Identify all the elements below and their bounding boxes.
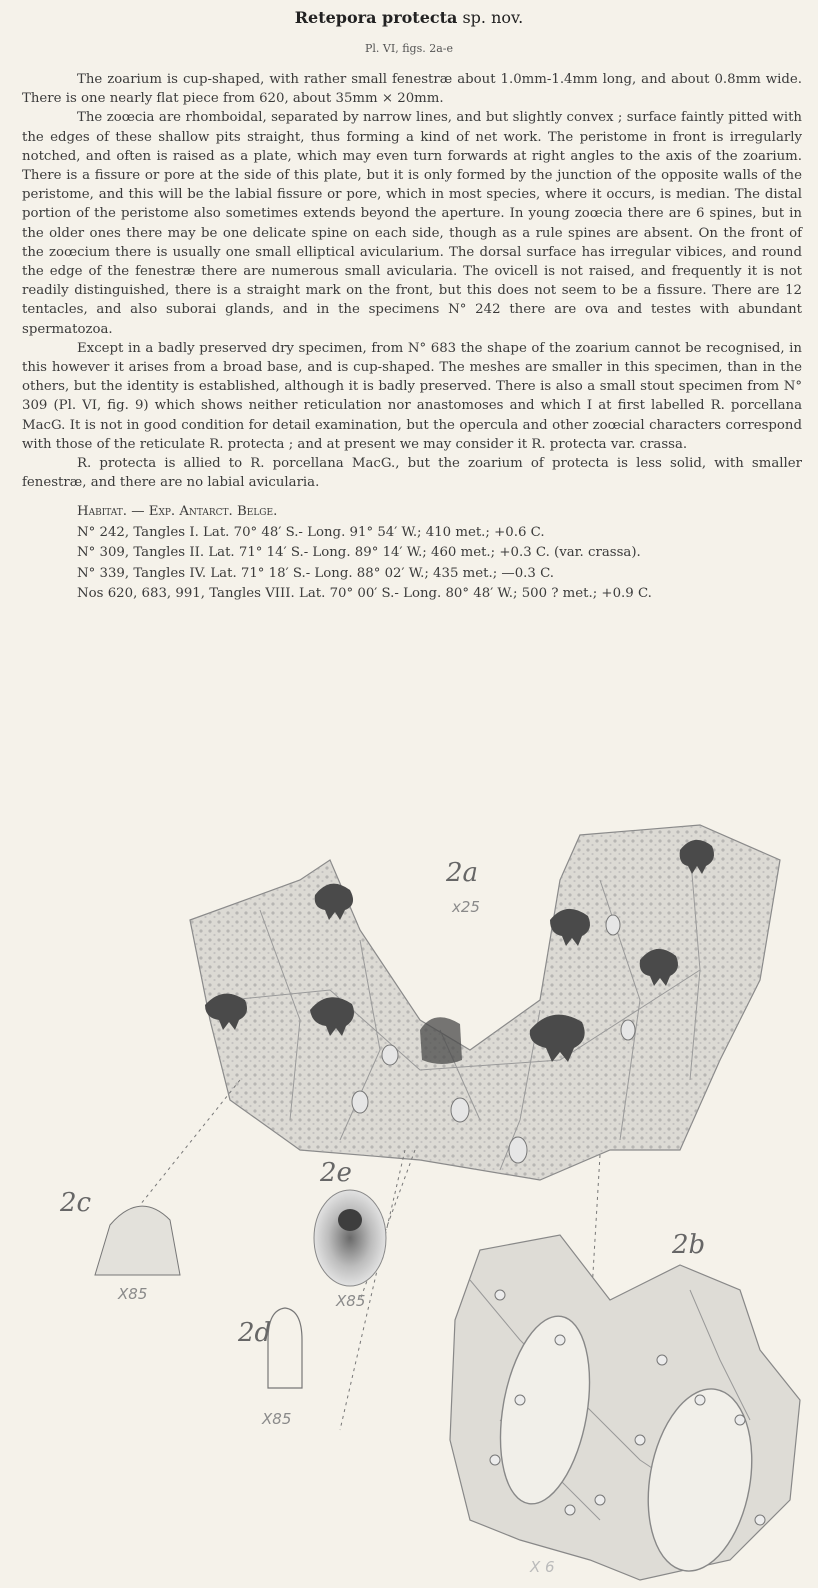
plate-reference: Pl. VI, figs. 2a-e bbox=[365, 42, 453, 55]
body-text bbox=[22, 70, 802, 605]
figure-2d-label: 2d bbox=[238, 1318, 272, 1348]
figure-2a-label: 2a bbox=[446, 858, 479, 888]
station-line: N° 242, Tangles I. Lat. 70° 48′ S.- Long. 91° 54′ W.; 410 met.; +0.6 C. bbox=[77, 524, 545, 540]
paragraph-zooecia: The zoœcia are rhomboidal, separated by narrow lines, and but slightly convex ; surface faintly pitted with the edges of these shallow pits straight, thus forming a kind of net work. The peristome in front is irregularly notched, and often is raised as a plate, which may even turn forwards at right angles to the axis of the zoarium. There is a fissure or pore at the side of this plate, but it is only formed by the junction of the opposite walls of the peristome, and this will be the labial fissure or pore, which in most species, where it occurs, is median. The distal portion of the peristome also sometimes extends beyond the aperture. In young zoœcia there are 6 spines, but in the older ones there may be one delicate spine on each side, though as a rule spines are absent. On the front of the zoœcium there is usually one small elliptical avicularium. The dorsal surface has irregular vibices, and round the edge of the fenestræ there are numerous small avicularia. The ovicell is not raised, and frequently it is not readily distinguished, there is a straight mark on the front, but this does not seem to be a fissure. There are 12 tentacles, and also suborai glands, and in the specimens N° 242 there are ova and testes with abundant spermatozoa. bbox=[22, 110, 802, 337]
paragraph-specimens: Except in a badly preserved dry specimen, from N° 683 the shape of the zoarium cannot be recognised, in this however it arises from a broad base, and is cup-shaped. The meshes are smaller in this specimen, than in the others, but the identity is established, although it is badly preserved. There is also a small stout specimen from N° 309 (Pl. VI, fig. 9) which shows neither reticulation nor anastomoses and which I at first labelled R. porcellana MacG. It is not in good condition for detail examination, but the opercula and other zoœcial characters correspond with those of the reticulate R. protecta ; and at present we may consider it R. protecta var. crassa. bbox=[22, 340, 802, 452]
species-suffix: sp. nov. bbox=[462, 8, 524, 27]
plate-drawing bbox=[0, 820, 818, 1584]
station-line: Nos 620, 683, 991, Tangles VIII. Lat. 70° 00′ S.- Long. 80° 48′ W.; 500 ? met.; +0.9 C. bbox=[77, 586, 652, 602]
species-name: Retepora protecta bbox=[294, 8, 458, 27]
figure-2e-drawing bbox=[314, 1190, 386, 1286]
figure-2c-drawing bbox=[95, 1206, 180, 1275]
figure-2b-magnification: X 6 bbox=[530, 1558, 555, 1576]
station-line: N° 309, Tangles II. Lat. 71° 14′ S.- Long. 89° 14′ W.; 460 met.; +0.3 C. (var. crassa). bbox=[77, 545, 641, 561]
figure-2e-label: 2e bbox=[320, 1158, 352, 1188]
paragraph-zoarium: The zoarium is cup-shaped, with rather small fenestræ about 1.0mm-1.4mm long, and about 0.8mm wide. There is one nearly flat piece from 620, about 35mm × 20mm. bbox=[22, 72, 802, 107]
paragraph-affinity: R. protecta is allied to R. porcellana MacG., but the zoarium of protecta is less solid, with smaller fenestræ, and there are no labial avicularia. bbox=[22, 456, 802, 491]
figure-2b-drawing bbox=[450, 1235, 800, 1580]
species-title bbox=[0, 8, 818, 27]
figure-2e-magnification: X85 bbox=[336, 1292, 366, 1310]
habitat-heading: Habitat. — Exp. Antarct. Belge. bbox=[77, 504, 278, 520]
figure-2a-drawing bbox=[190, 825, 780, 1180]
figure-2d-magnification: X85 bbox=[262, 1410, 292, 1428]
figure-2b-label: 2b bbox=[672, 1230, 706, 1260]
figure-2c-label: 2c bbox=[60, 1188, 92, 1218]
figure-plate bbox=[0, 820, 818, 1584]
figure-2a-magnification: x25 bbox=[452, 898, 480, 916]
figure-2c-magnification: X85 bbox=[118, 1285, 148, 1303]
figure-2d-drawing bbox=[268, 1308, 302, 1388]
habitat-block bbox=[77, 502, 802, 605]
station-line: N° 339, Tangles IV. Lat. 71° 18′ S.- Long. 88° 02′ W.; 435 met.; —0.3 C. bbox=[77, 565, 554, 581]
